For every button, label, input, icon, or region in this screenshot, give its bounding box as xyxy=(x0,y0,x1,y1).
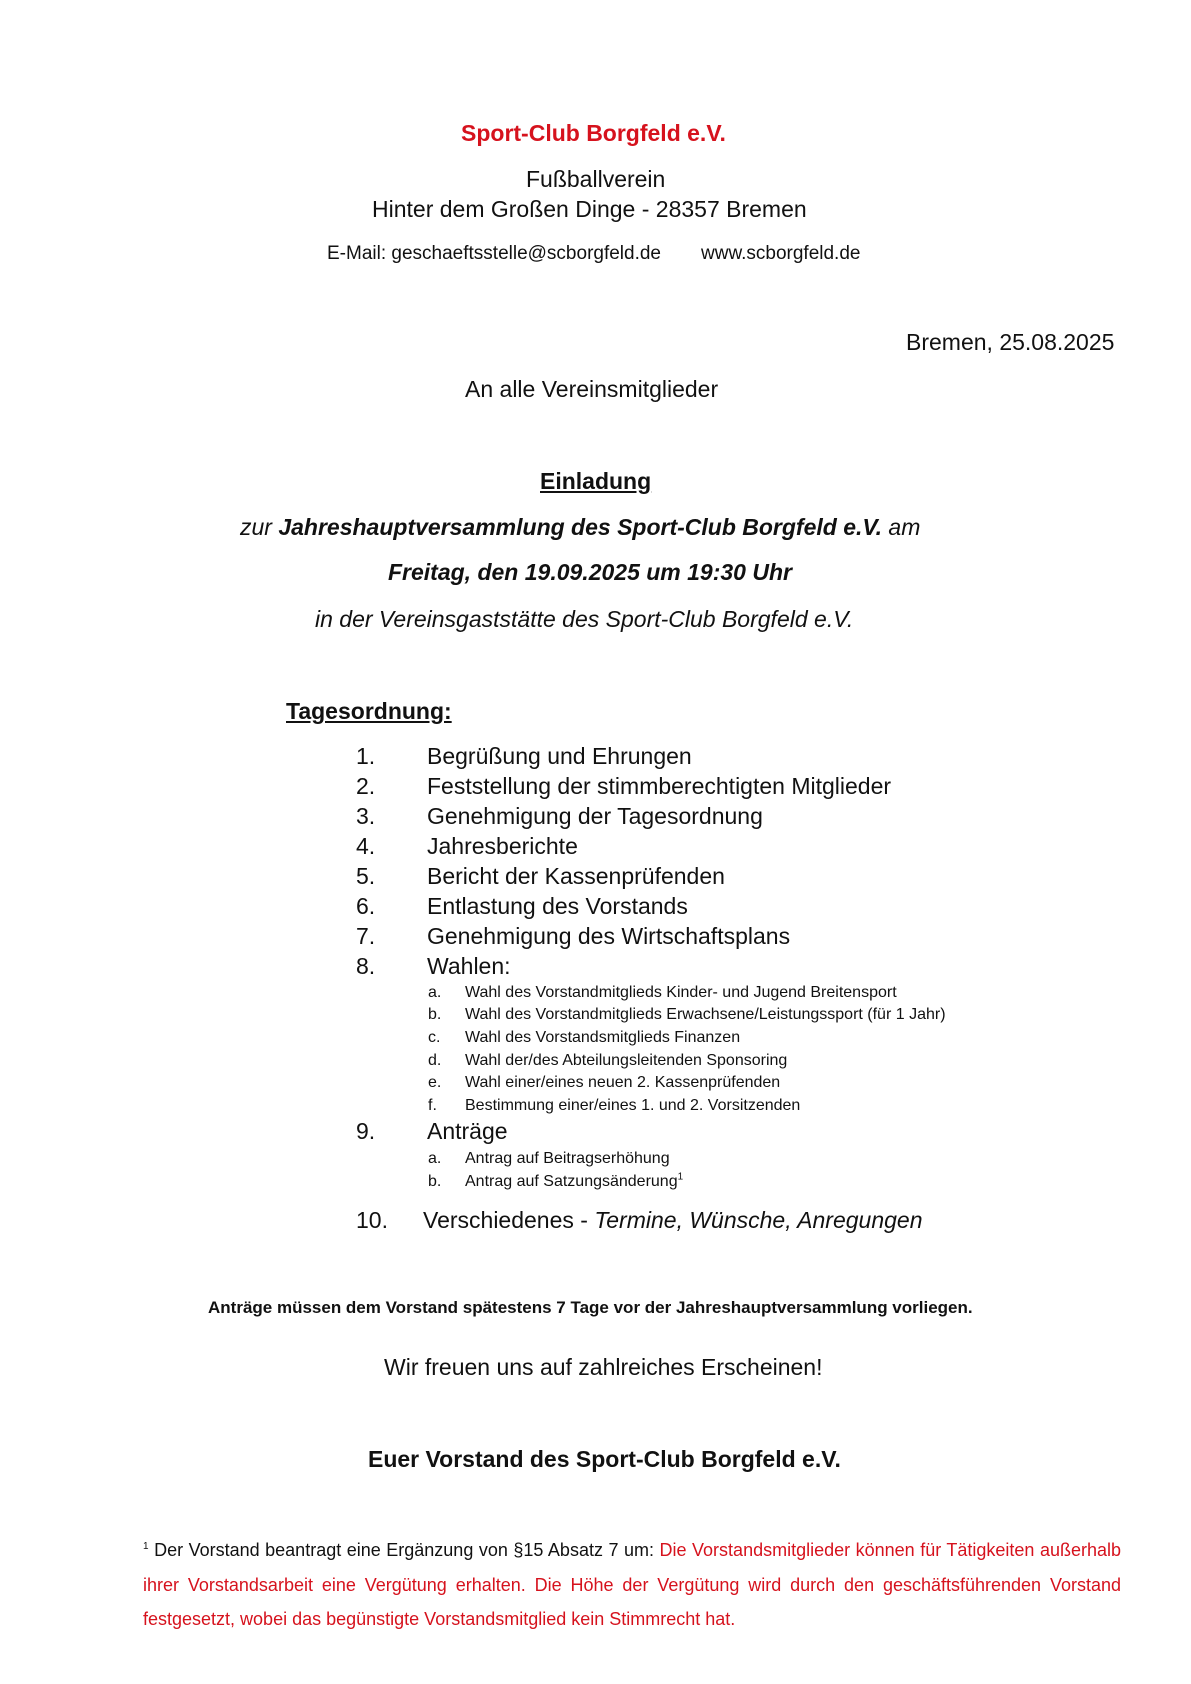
footnote-intro: Der Vorstand beantragt eine Ergänzung von §15 Absatz 7 um: xyxy=(148,1540,660,1560)
agenda-item-text: Bericht der Kassenprüfenden xyxy=(427,863,725,889)
club-name: Sport-Club Borgfeld e.V. xyxy=(461,120,726,146)
agenda-item-text: Genehmigung der Tagesordnung xyxy=(427,803,763,829)
agenda-subitem-text: Wahl des Vorstandmitglieds Kinder- und Jugend Breitensport xyxy=(465,984,897,1001)
agenda-item-text: Verschiedenes - xyxy=(423,1207,595,1233)
agenda-subitem-text: Bestimmung einer/eines 1. und 2. Vorsitzenden xyxy=(465,1097,801,1114)
club-email: E-Mail: geschaeftsstelle@scborgfeld.de xyxy=(327,243,662,264)
agenda-subitem-text: Wahl einer/eines neuen 2. Kassenprüfenden xyxy=(465,1074,781,1091)
agenda-subitem-letter: b. xyxy=(428,1173,442,1190)
agenda-item-number: 7. xyxy=(356,923,376,949)
invitation-heading: Einladung xyxy=(540,468,652,494)
agenda-item-number: 1. xyxy=(356,743,376,769)
agenda-subitem-letter: f. xyxy=(428,1097,437,1114)
agenda-item-number: 8. xyxy=(356,953,376,979)
invitation-line-event: Jahreshauptversammlung des Sport-Club Borgfeld e.V. xyxy=(278,514,883,540)
agenda-subitem-text: Wahl der/des Abteilungsleitenden Sponsoring xyxy=(465,1052,788,1069)
agenda-item-number: 10. xyxy=(356,1207,388,1233)
invitation-line-pre: zur xyxy=(240,514,279,540)
agenda-subitem-text-wrap xyxy=(465,1173,683,1191)
agenda-item-text: Genehmigung des Wirtschaftsplans xyxy=(427,923,791,949)
invitation-line-post: am xyxy=(882,514,921,540)
agenda-subitem-text: Antrag auf Beitragserhöhung xyxy=(465,1150,670,1167)
agenda-subitem-letter: b. xyxy=(428,1006,442,1023)
agenda-item-number: 9. xyxy=(356,1118,376,1144)
agenda-subitem-letter: a. xyxy=(428,984,442,1001)
invitation-line xyxy=(240,514,920,541)
footnote xyxy=(143,1533,1121,1637)
agenda-subitem-letter: d. xyxy=(428,1052,442,1069)
deadline-note: Anträge müssen dem Vorstand spätestens 7 Tage vor der Jahreshauptversammlung vorliegen. xyxy=(208,1298,973,1317)
signature: Euer Vorstand des Sport-Club Borgfeld e.V. xyxy=(368,1446,841,1472)
agenda-subitem-text: Wahl des Vorstandmitglieds Erwachsene/Leistungssport (für 1 Jahr) xyxy=(465,1006,946,1023)
agenda-item-text-wrap xyxy=(423,1207,922,1234)
club-subtitle: Fußballverein xyxy=(526,166,666,192)
agenda-heading: Tagesordnung: xyxy=(286,698,452,724)
agenda-item-text: Wahlen: xyxy=(427,953,511,979)
agenda-subitem-text: Antrag auf Satzungsänderung xyxy=(465,1173,678,1190)
agenda-item-number: 6. xyxy=(356,893,376,919)
footnote-marker: 1 xyxy=(143,1541,149,1552)
club-website: www.scborgfeld.de xyxy=(701,243,861,264)
footnote-marker: 1 xyxy=(677,1171,684,1183)
agenda-item-text: Begrüßung und Ehrungen xyxy=(427,743,692,769)
agenda-item-number: 3. xyxy=(356,803,376,829)
footnote-text: Die Vorstandsmitglieder können für Tätigkeiten außerhalb ihrer Vorstandsarbeit eine Vergütung erhalten. Die Höhe der Vergütung wird durch den geschäftsführenden Vorstand festgesetzt, wobei das begünstigte Vorstandsmitglied kein Stimmrecht hat. xyxy=(143,1540,1121,1629)
invitation-datetime: Freitag, den 19.09.2025 um 19:30 Uhr xyxy=(388,559,792,585)
invitation-location: in der Vereinsgaststätte des Sport-Club Borgfeld e.V. xyxy=(315,606,854,632)
agenda-item-number: 5. xyxy=(356,863,376,889)
date-line: Bremen, 25.08.2025 xyxy=(906,329,1115,355)
agenda-item-text: Feststellung der stimmberechtigten Mitglieder xyxy=(427,773,892,799)
agenda-item-text-italic: Termine, Wünsche, Anregungen xyxy=(594,1207,923,1233)
agenda-item-number: 2. xyxy=(356,773,376,799)
agenda-subitem-letter: c. xyxy=(428,1029,441,1046)
club-address: Hinter dem Großen Dinge - 28357 Bremen xyxy=(372,196,807,222)
agenda-subitem-text: Wahl des Vorstandsmitglieds Finanzen xyxy=(465,1029,741,1046)
recipients: An alle Vereinsmitglieder xyxy=(465,376,719,402)
agenda-subitem-letter: e. xyxy=(428,1074,442,1091)
agenda-item-text: Entlastung des Vorstands xyxy=(427,893,688,919)
closing-line: Wir freuen uns auf zahlreiches Erscheinen! xyxy=(384,1354,823,1380)
agenda-subitem-letter: a. xyxy=(428,1150,442,1167)
agenda-item-text: Jahresberichte xyxy=(427,833,578,859)
agenda-item-text: Anträge xyxy=(427,1118,508,1144)
agenda-item-number: 4. xyxy=(356,833,376,859)
